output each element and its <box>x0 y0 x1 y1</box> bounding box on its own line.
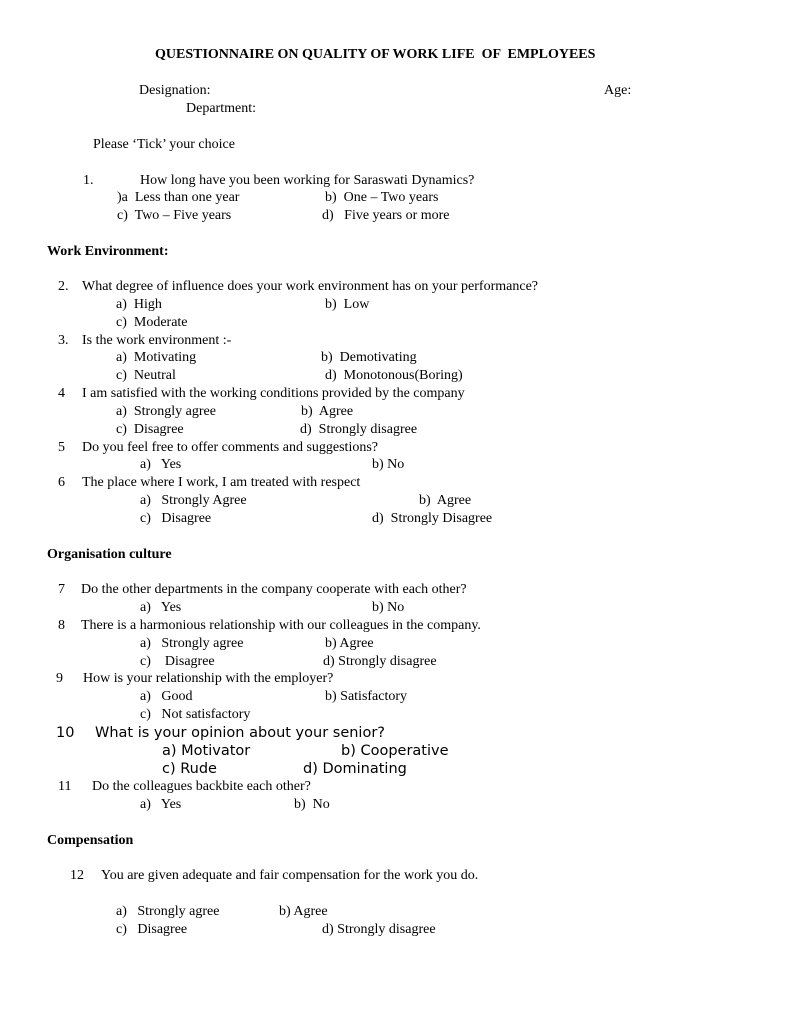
instruction-text: Please ‘Tick’ your choice <box>93 137 235 152</box>
option-a: a) Yes <box>140 600 182 615</box>
option-d: d) Strongly disagree <box>323 654 437 669</box>
option-b: b) Agree <box>325 636 374 651</box>
option-b: b) No <box>372 600 405 615</box>
option-d: d) Strongly disagree <box>322 922 436 937</box>
option-d: d) Monotonous(Boring) <box>325 368 463 383</box>
option-b: b) Demotivating <box>321 350 417 365</box>
department-label: Department: <box>186 101 256 116</box>
question-number: 4 <box>58 386 65 401</box>
question-number: 11 <box>58 779 72 794</box>
question-text: How is your relationship with the employer? <box>83 671 334 686</box>
designation-label: Designation: <box>139 83 211 98</box>
question-number: 5 <box>58 440 65 455</box>
option-a: a) High <box>116 297 162 312</box>
question-number: 12 <box>70 868 84 883</box>
option-c: c) Neutral <box>116 368 176 383</box>
option-a: a) Strongly agree <box>140 636 244 651</box>
option-c: c) Disagree <box>116 922 188 937</box>
question-text: There is a harmonious relationship with our colleagues in the company. <box>81 618 481 633</box>
question-number: 9 <box>56 671 63 686</box>
question-text: Do the colleagues backbite each other? <box>92 779 311 794</box>
option-b: b) No <box>294 797 330 812</box>
question-text: Do the other departments in the company cooperate with each other? <box>81 582 467 597</box>
section-heading-compensation: Compensation <box>47 833 134 848</box>
question-number: 7 <box>58 582 65 597</box>
option-d: d) Dominating <box>303 761 407 777</box>
question-number: 6 <box>58 475 65 490</box>
option-c: c) Rude <box>162 761 217 777</box>
option-a: a) Motivating <box>116 350 197 365</box>
option-c: c) Two – Five years <box>117 208 232 223</box>
question-number: 8 <box>58 618 65 633</box>
option-b: b) Agree <box>279 904 328 919</box>
question-number: 3. <box>58 333 69 348</box>
age-label: Age: <box>604 83 632 98</box>
question-text: You are given adequate and fair compensation for the work you do. <box>101 868 479 883</box>
option-a: a) Yes <box>140 457 182 472</box>
question-text: How long have you been working for Saraswati Dynamics? <box>140 173 475 188</box>
option-a: a) Yes <box>140 797 182 812</box>
question-text: The place where I work, I am treated with respect <box>82 475 361 490</box>
option-a: a) Good <box>140 689 193 704</box>
option-b: b) Agree <box>301 404 354 419</box>
option-a: a) Motivator <box>162 743 251 759</box>
option-b: b) No <box>372 457 405 472</box>
question-number: 10 <box>56 725 75 741</box>
option-c: c) Not satisfactory <box>140 707 251 722</box>
question-text: I am satisfied with the working conditions provided by the company <box>82 386 465 401</box>
question-text: What degree of influence does your work environment has on your performance? <box>82 279 538 294</box>
section-heading-organisation-culture: Organisation culture <box>47 547 172 562</box>
question-number: 1. <box>83 173 94 188</box>
option-b: b) Satisfactory <box>325 689 408 704</box>
section-heading-work-environment: Work Environment: <box>47 244 169 259</box>
option-b: b) Cooperative <box>341 743 449 759</box>
option-c: c) Disagree <box>116 422 184 437</box>
option-a: a) Strongly Agree <box>140 493 247 508</box>
option-a: a) Strongly agree <box>116 904 220 919</box>
option-d: d) Strongly Disagree <box>372 511 493 526</box>
option-b: b) Low <box>325 297 370 312</box>
question-number: 2. <box>58 279 69 294</box>
option-c: c) Disagree <box>140 654 215 669</box>
option-a: a) Strongly agree <box>116 404 216 419</box>
option-d: d) Strongly disagree <box>300 422 418 437</box>
question-text: What is your opinion about your senior? <box>95 725 385 741</box>
option-b: b) One – Two years <box>325 190 439 205</box>
question-text: Is the work environment :- <box>82 333 232 348</box>
option-b: b) Agree <box>419 493 472 508</box>
document-title: QUESTIONNAIRE ON QUALITY OF WORK LIFE OF EMPLOYEES <box>155 47 596 62</box>
option-a: )a Less than one year <box>117 190 240 205</box>
option-c: c) Disagree <box>140 511 212 526</box>
option-d: d) Five years or more <box>322 208 450 223</box>
question-text: Do you feel free to offer comments and suggestions? <box>82 440 378 455</box>
option-c: c) Moderate <box>116 315 188 330</box>
